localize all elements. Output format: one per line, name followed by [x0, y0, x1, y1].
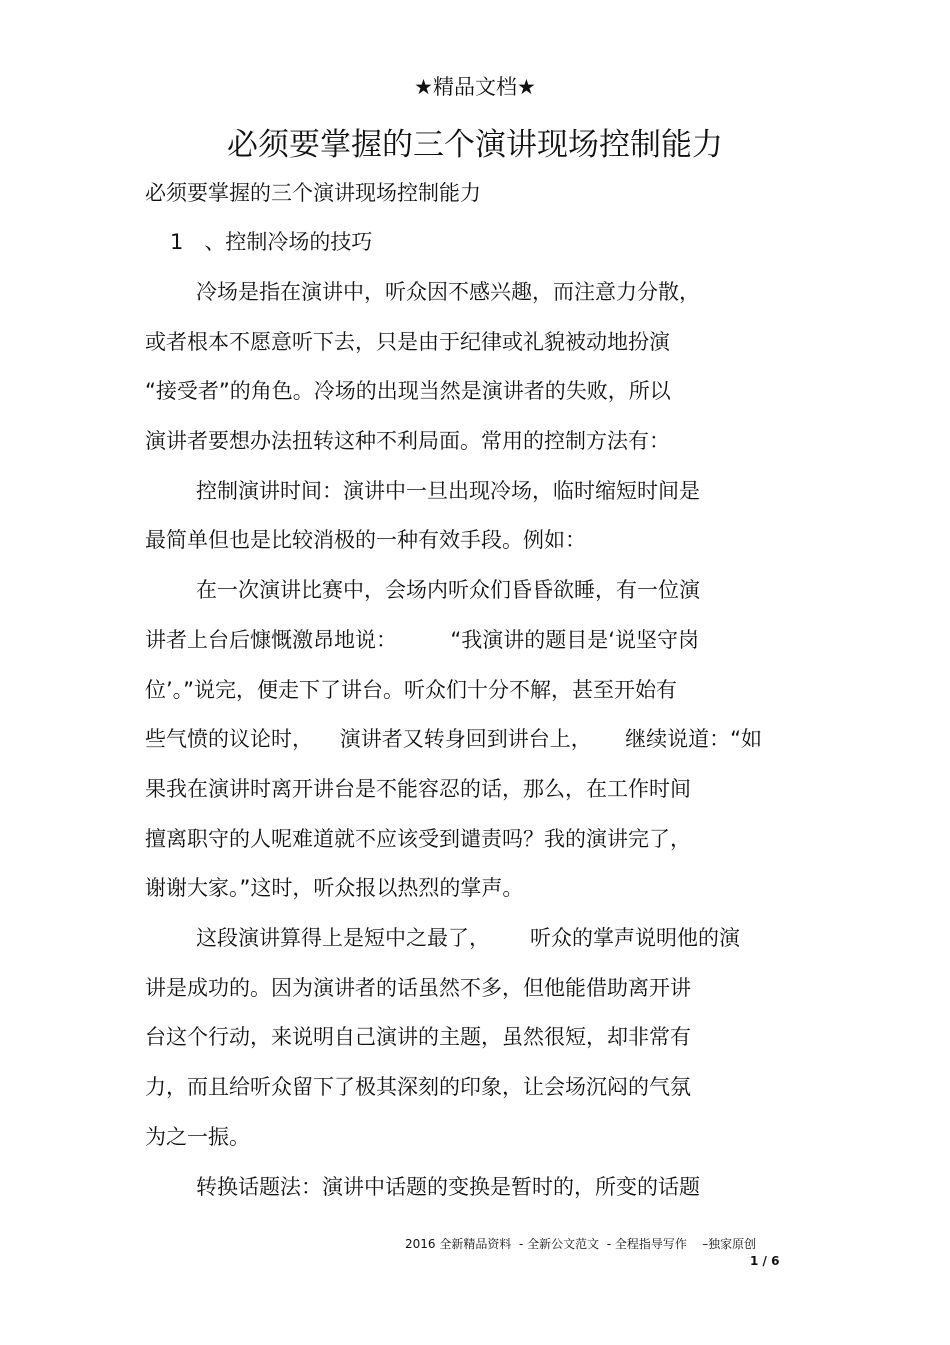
paragraph-line: 讲者上台后慷慨激昂地说： “我演讲的题目是‘说坚守岗: [145, 628, 699, 652]
paragraph-line: 为之一振。: [145, 1125, 250, 1149]
paragraph-line: 些气愤的议论时， 演讲者又转身回到讲台上， 继续说道：“如: [145, 727, 762, 751]
paragraph-line: 擅离职守的人呢难道就不应该受到谴责吗？我的演讲完了，: [145, 827, 691, 851]
paragraph-line: 最简单但也是比较消极的一种有效手段。例如：: [145, 528, 586, 552]
paragraph-line: 讲是成功的。因为演讲者的话虽然不多，但他能借助离开讲: [145, 976, 691, 1000]
paragraph-line: 台这个行动，来说明自己演讲的主题，虽然很短，却非常有: [145, 1025, 691, 1049]
paragraph-line: 谢谢大家。”这时，听众报以热烈的掌声。: [145, 876, 524, 900]
paragraph-line: 或者根本不愿意听下去，只是由于纪律或礼貌被动地扮演: [145, 330, 670, 354]
document-title: 必须要掌握的三个演讲现场控制能力: [227, 127, 723, 163]
paragraph-line: 位’。”说完，便走下了讲台。听众们十分不解，甚至开始有: [145, 678, 678, 702]
subtitle-line: 必须要掌握的三个演讲现场控制能力: [145, 181, 481, 205]
page-header: ★精品文档★: [414, 75, 536, 99]
paragraph-line: 转换话题法：演讲中话题的变换是暂时的，所变的话题: [196, 1175, 700, 1199]
paragraph-line: “接受者”的角色。冷场的出现当然是演讲者的失败，所以: [145, 379, 671, 403]
paragraph-line: 控制演讲时间：演讲中一旦出现冷场，临时缩短时间是: [196, 479, 700, 503]
paragraph-line: 这段演讲算得上是短中之最了， 听众的掌声说明他的演: [196, 926, 741, 950]
paragraph-line: 冷场是指在演讲中，听众因不感兴趣，而注意力分散，: [196, 280, 700, 304]
page-number: 1 / 6: [750, 1254, 780, 1268]
page-footer: 2016 全新精品资料 - 全新公文范文 - 全程指导写作 –独家原创: [405, 1237, 757, 1251]
paragraph-line: 演讲者要想办法扭转这种不利局面。常用的控制方法有：: [145, 429, 670, 453]
paragraph-line: 果我在演讲时离开讲台是不能容忍的话，那么，在工作时间: [145, 777, 691, 801]
section-heading: 1 、控制冷场的技巧: [170, 230, 373, 254]
paragraph-line: 力，而且给听众留下了极其深刻的印象，让会场沉闷的气氛: [145, 1075, 691, 1099]
paragraph-line: 在一次演讲比赛中，会场内听众们昏昏欲睡，有一位演: [196, 578, 700, 602]
